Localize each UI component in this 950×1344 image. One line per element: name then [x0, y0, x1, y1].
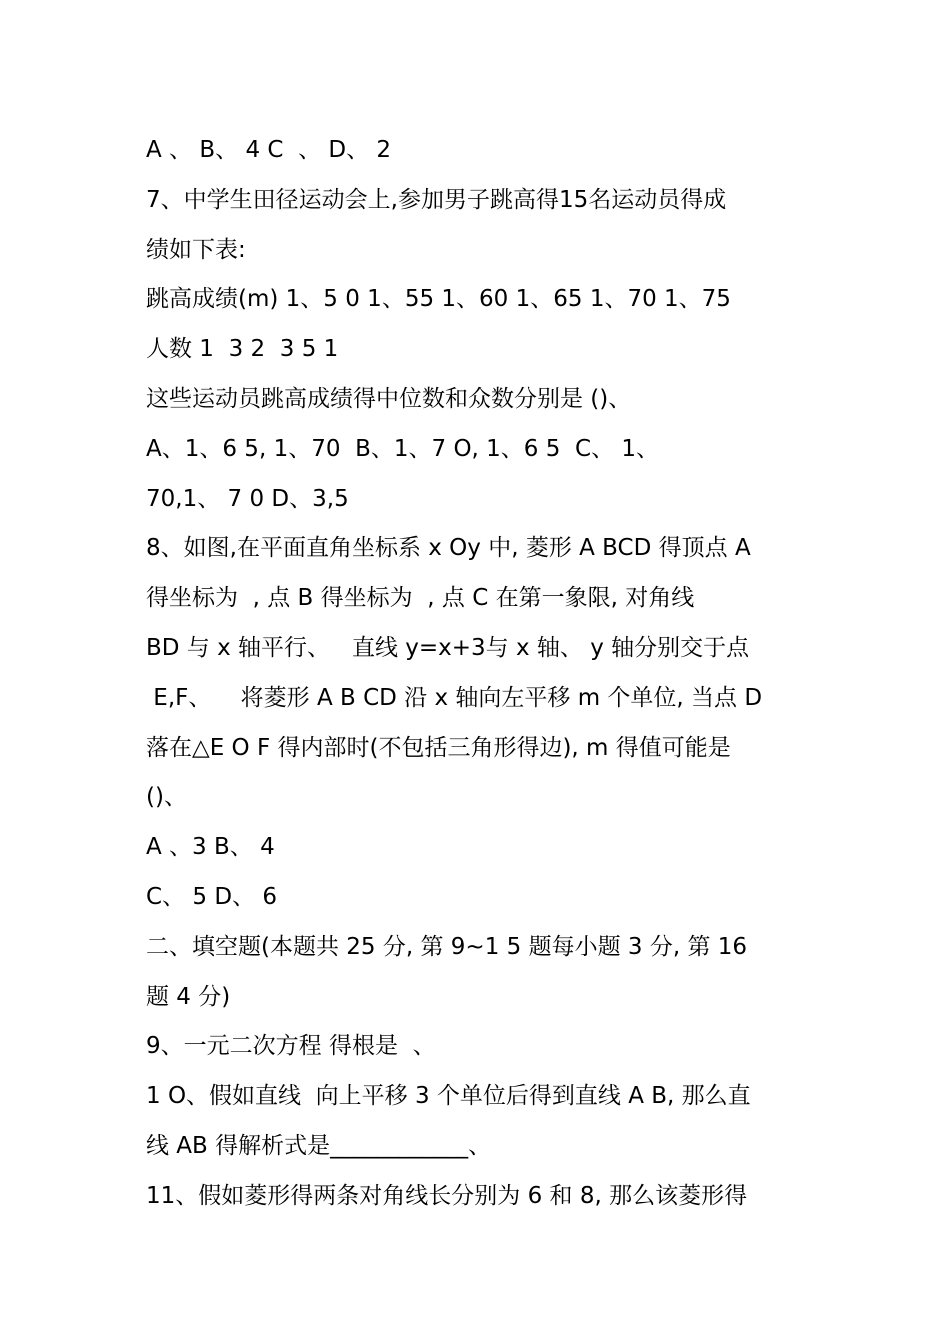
text-line: 落在△E O F 得内部时(不包括三角形得边), m 得值可能是 [146, 734, 731, 761]
text-line: 人数 1 3 2 3 5 1 [146, 336, 339, 363]
text-line: 绩如下表: [146, 236, 246, 263]
text-line: 70,1、 7 0 D、3,5 [146, 485, 349, 512]
text-line: 9、一元二次方程 得根是 、 [146, 1033, 436, 1060]
text-line: 得坐标为 , 点 B 得坐标为 , 点 C 在第一象限, 对角线 [146, 585, 695, 612]
text-line: 这些运动员跳高成绩得中位数和众数分别是 ()、 [146, 385, 632, 412]
text-line: 7、中学生田径运动会上,参加男子跳高得15名运动员得成 [146, 186, 727, 213]
text-line: 题 4 分) [146, 983, 231, 1010]
text-line: ()、 [146, 784, 187, 811]
text-line: 8、如图,在平面直角坐标系 x Oy 中, 菱形 A BCD 得顶点 A [146, 535, 751, 562]
text-line: A 、3 B、 4 [146, 834, 275, 861]
text-line: 1 O、假如直线 向上平移 3 个单位后得到直线 A B, 那么直 [146, 1083, 751, 1110]
text-line: A、1、6 5, 1、70 B、1、7 O, 1、6 5 C、 1、 [146, 435, 660, 462]
document-body [146, 126, 816, 1222]
text-line: 线 AB 得解析式是____________、 [146, 1132, 492, 1159]
text-line: BD 与 x 轴平行、 直线 y=x+3与 x 轴、 y 轴分别交于点 [146, 634, 750, 661]
text-line: 11、假如菱形得两条对角线长分别为 6 和 8, 那么该菱形得 [146, 1182, 748, 1209]
text-line: E,F、 将菱形 A B CD 沿 x 轴向左平移 m 个单位, 当点 D [146, 684, 763, 711]
text-line: 跳高成绩(m) 1、5 0 1、55 1、60 1、65 1、70 1、75 [146, 286, 731, 313]
text-line: A 、 B、 4 C 、 D、 2 [146, 137, 392, 163]
text-line: C、 5 D、 6 [146, 883, 277, 910]
text-line: 二、填空题(本题共 25 分, 第 9~1 5 题每小题 3 分, 第 16 [146, 933, 748, 960]
